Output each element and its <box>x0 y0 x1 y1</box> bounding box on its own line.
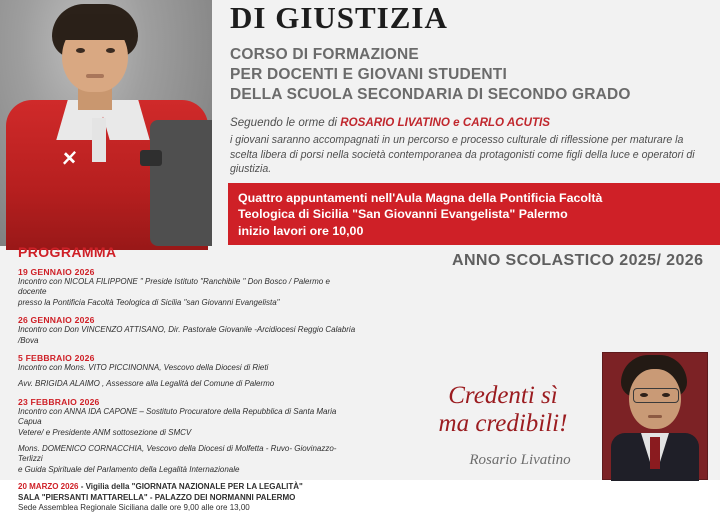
programme-footer <box>18 482 358 514</box>
photo-eye-right <box>106 48 115 53</box>
intro-body: i giovani saranno accompagnati in un percorso e processo culturale di riflessione per maturare la scelta libera di porsi nella società contemporanea da protagonisti come figli della luce e operatori di giustizia. <box>230 134 695 176</box>
venue-line-2: Teologica di Sicilia "San Giovanni Evangelista" Palermo <box>238 207 568 222</box>
backpack-body <box>150 120 212 246</box>
intro-names: ROSARIO LIVATINO e CARLO ACUTIS <box>340 116 550 130</box>
footer-date-rest: - Vigilia della "GIORNATA NAZIONALE PER LA LEGALITÀ" <box>80 482 303 492</box>
footer-hours: Sede Assemblea Regionale Siciliana dalle ore 9,00 alle ore 13,00 <box>18 503 250 513</box>
backpack-buckle-icon <box>140 150 162 166</box>
event-detail: Incontro con ANNA IDA CAPONE – Sostituto Procuratore della Repubblica di Santa Maria Capua <box>18 406 337 427</box>
programme-title: PROGRAMMA <box>18 244 117 260</box>
photo-mouth <box>86 74 104 78</box>
school-year: ANNO SCOLASTICO 2025/ 2026 <box>452 252 704 269</box>
event-detail: Avv. BRIGIDA ALAIMO , Assessore alla Legalità del Comune di Palermo <box>18 379 275 389</box>
event-detail: e Guida Spirituale del Parlamento della Legalità Internazionale <box>18 464 240 474</box>
event-detail: Vetere/ e Presidente ANM sottosezione di SMCV <box>18 427 192 437</box>
event-date: 26 GENNAIO 2026 <box>18 315 95 326</box>
footer-date: 20 MARZO 2026 <box>18 482 79 492</box>
programme-event <box>18 353 358 390</box>
event-detail: Incontro con Don VINCENZO ATTISANO, Dir. Pastorale Giovanile -Arcidiocesi Reggio Calabria /Bova <box>18 325 356 345</box>
quote-author: Rosario Livatino <box>469 452 571 468</box>
livatino-portrait <box>602 352 708 480</box>
subtitle-line-2: PER DOCENTI E GIOVANI STUDENTI <box>230 65 507 83</box>
event-date: 19 GENNAIO 2026 <box>18 267 95 277</box>
portrait-mouth <box>648 415 662 418</box>
event-detail: presso la Pontificia Facoltà Teologica di Sicilia "san Giovanni Evangelista" <box>18 297 280 307</box>
event-date: 23 FEBBRAIO 2026 <box>18 396 100 407</box>
quote-text <box>398 382 608 438</box>
footer-date-line <box>18 482 358 493</box>
programme-section <box>18 244 358 514</box>
quote-line-1: Credenti sì <box>448 382 558 409</box>
event-detail: Incontro con NICOLA FILIPPONE " Preside Istituto "Ranchibile " Don Bosco / Palermo e docente <box>18 277 330 297</box>
poster-subtitle <box>230 45 712 104</box>
quote-line-2: ma credibili! <box>438 410 568 437</box>
headline-block <box>230 0 712 177</box>
programme-event <box>18 315 358 346</box>
portrait-tie <box>650 437 660 469</box>
poster-title: DI GIUSTIZIA <box>230 0 448 35</box>
intro-paragraph <box>230 115 712 176</box>
venue-line-1: Quattro appuntamenti nell'Aula Magna della Pontificia Facoltà <box>238 191 603 205</box>
student-photo <box>0 0 212 246</box>
footer-venue: SALA "PIERSANTI MATTARELLA" - PALAZZO DEI NORMANNI PALERMO <box>18 492 296 502</box>
programme-event <box>18 267 358 308</box>
venue-band <box>228 183 720 245</box>
subtitle-line-3: DELLA SCUOLA SECONDARIA DI SECONDO GRADO <box>230 85 631 103</box>
event-detail: Incontro con Mons. VITO PICCINONNA, Vescovo della Diocesi di Rieti <box>18 362 269 372</box>
shirt-logo-icon: ✕ <box>58 147 78 172</box>
glasses-icon <box>633 388 679 403</box>
photo-eye-left <box>76 48 85 53</box>
subtitle-line-1: CORSO DI FORMAZIONE <box>230 46 419 63</box>
intro-lead: Seguendo le orme di <box>230 116 341 130</box>
programme-event <box>18 397 358 475</box>
event-detail: Mons. DOMENICO CORNACCHIA, Vescovo della Diocesi di Molfetta - Ruvo- Giovinazzo-Terlizzi <box>18 443 337 464</box>
event-date: 5 FEBBRAIO 2026 <box>18 352 95 363</box>
shirt-placket <box>92 118 106 162</box>
photo-fringe <box>56 14 134 40</box>
venue-line-3: inizio lavori ore 10,00 <box>238 223 364 238</box>
